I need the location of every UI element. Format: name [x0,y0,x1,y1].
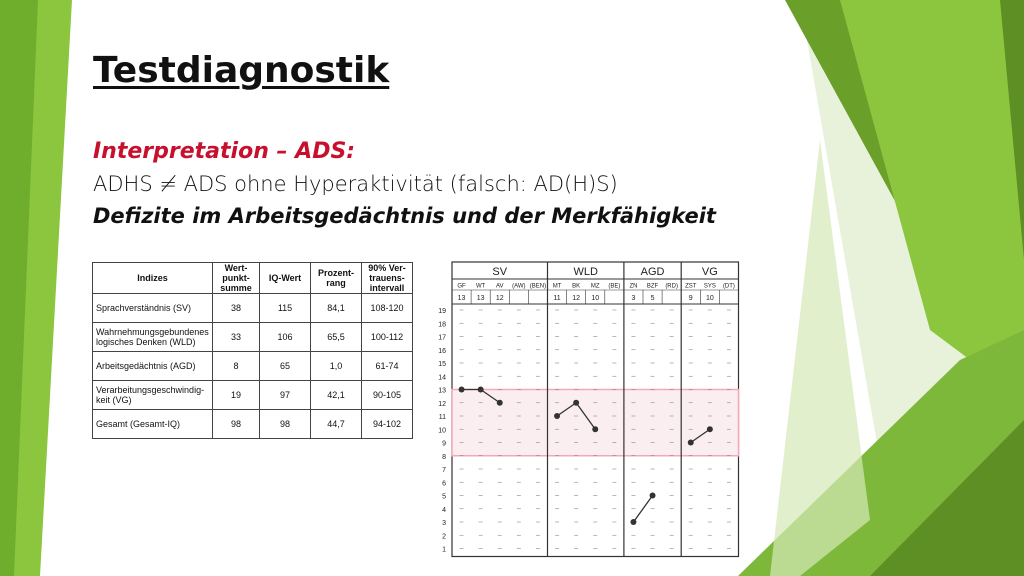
data-point [459,387,465,393]
table-row [93,381,413,410]
header-iq: IQ-Wert [260,263,311,294]
row-iq: 106 [260,323,311,352]
subtest-label: GF [457,283,466,290]
score-value: 11 [553,295,561,302]
row-sum: 19 [213,381,260,410]
subtest-label: (BE) [608,283,621,290]
table-row [93,294,413,323]
score-value: 12 [495,295,504,302]
row-iq: 65 [260,352,311,381]
row-ci: 100-112 [362,323,413,352]
score-value: 13 [476,295,485,302]
row-sum: 8 [213,352,260,381]
y-tick-label: 12 [438,400,446,408]
text-adhs-ads: ADHS ≠ ADS ohne Hyperaktivität (falsch: AD(H)S) [93,172,618,196]
header-indizes: Indizes [93,263,213,294]
y-tick-label: 1 [442,546,446,554]
row-index: Sprachverständnis (SV) [93,294,213,323]
subtest-label: (AW) [512,283,526,290]
row-pr: 84,1 [311,294,362,323]
row-index: Verarbeitungsgeschwindig-keit (VG) [93,381,213,410]
data-point [688,440,694,446]
data-point [497,400,503,406]
y-tick-label: 16 [438,347,446,355]
row-iq: 98 [260,410,311,439]
group-label: WLD [573,266,598,278]
data-point [573,400,579,406]
header-ci: 90% Ver- trauens- intervall [362,263,413,294]
data-point [554,413,560,419]
table-row [93,352,413,381]
y-tick-label: 18 [438,321,446,329]
data-point [650,493,656,499]
table-row [93,410,413,439]
page-title: Testdiagnostik [93,50,390,91]
score-value: 12 [572,295,581,302]
data-point [630,519,636,525]
subtest-label: BZF [646,283,659,290]
y-tick-label: 8 [442,453,446,461]
y-tick-label: 5 [442,493,446,501]
data-point [592,426,598,432]
y-tick-label: 6 [442,480,446,488]
row-iq: 115 [260,294,311,323]
y-tick-label: 19 [438,308,446,315]
subtest-profile-chart [425,258,745,563]
y-tick-label: 11 [438,414,446,421]
subtest-label: MZ [590,283,600,290]
data-point [478,387,484,393]
header-pr: Prozent- rang [311,263,362,294]
row-iq: 97 [260,381,311,410]
row-sum: 33 [213,323,260,352]
row-ci: 90-105 [362,381,413,410]
y-tick-label: 9 [442,440,446,448]
subtest-label: ZST [685,283,697,290]
subtest-label: BK [572,283,581,290]
y-tick-label: 17 [438,334,446,342]
group-label: AGD [640,266,665,278]
row-index: Wahrnehmungsgebundenes logisches Denken (WLD) [93,323,213,352]
y-tick-label: 4 [442,506,446,514]
group-label: VG [701,266,718,278]
subtest-label: (RD) [665,283,678,290]
row-sum: 98 [213,410,260,439]
subtitle-interpretation: Interpretation – ADS: [93,139,356,164]
y-tick-label: 15 [438,361,446,368]
y-tick-label: 14 [438,374,446,382]
score-value: 10 [705,295,714,302]
subtest-label: SYS [703,283,716,290]
y-tick-label: 10 [438,427,446,435]
score-value: 3 [631,295,636,302]
subtest-label: (BEN) [529,283,547,290]
row-ci: 108-120 [362,294,413,323]
subtest-label: WT [475,283,486,290]
row-index: Arbeitsgedächtnis (AGD) [93,352,213,381]
score-value: 13 [457,295,466,302]
subtest-label: MT [552,283,562,290]
data-point [707,426,713,432]
table-header-row [93,263,413,294]
score-value: 10 [591,295,600,302]
text-deficits: Defizite im Arbeitsgedächtnis und der Merkfähigkeit [93,204,716,228]
score-value: 9 [688,295,693,302]
header-sum: Wert- punkt- summe [213,263,260,294]
score-table [92,262,413,439]
y-tick-label: 13 [438,387,446,395]
subtest-label: (DT) [722,283,735,290]
row-index: Gesamt (Gesamt-IQ) [93,410,213,439]
row-sum: 38 [213,294,260,323]
row-pr: 65,5 [311,323,362,352]
row-ci: 61-74 [362,352,413,381]
table-row [93,323,413,352]
subtest-label: AV [495,283,504,290]
group-label: SV [492,266,508,278]
row-ci: 94-102 [362,410,413,439]
row-pr: 42,1 [311,381,362,410]
row-pr: 44,7 [311,410,362,439]
score-value: 5 [650,295,655,302]
row-pr: 1,0 [311,352,362,381]
y-tick-label: 7 [442,467,446,474]
y-tick-label: 2 [442,533,446,541]
y-tick-label: 3 [442,520,446,527]
subtest-label: ZN [629,283,638,290]
